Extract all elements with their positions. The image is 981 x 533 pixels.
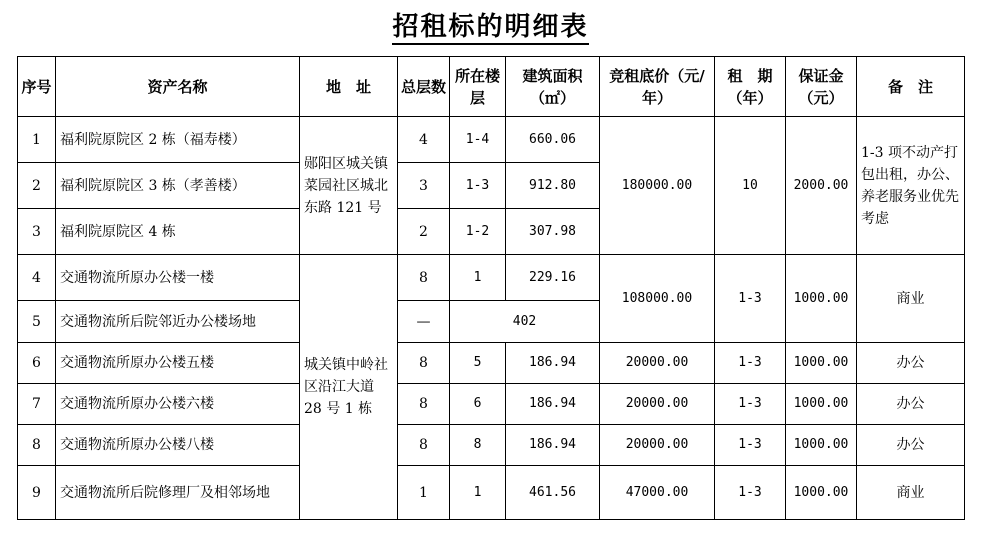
- cell-area: 660.06: [506, 117, 600, 163]
- header-deposit: 保证金（元）: [786, 57, 857, 117]
- cell-floor: 1-4: [450, 117, 506, 163]
- cell-name: 福利院原院区 2 栋（福寿楼）: [56, 117, 300, 163]
- cell-remark: 商业: [857, 255, 965, 343]
- header-floor: 所在楼层: [450, 57, 506, 117]
- cell-term: 1-3: [715, 466, 786, 520]
- header-row: [18, 57, 965, 117]
- cell-remark: 办公: [857, 425, 965, 466]
- header-area: 建筑面积（㎡）: [506, 57, 600, 117]
- cell-name: 福利院原院区 4 栋: [56, 209, 300, 255]
- cell-floor: 1-3: [450, 163, 506, 209]
- cell-name: 交通物流所原办公楼八楼: [56, 425, 300, 466]
- cell-total-floors: 4: [398, 117, 450, 163]
- cell-name: 交通物流所原办公楼一楼: [56, 255, 300, 301]
- cell-area: 186.94: [506, 425, 600, 466]
- cell-price: 20000.00: [600, 425, 715, 466]
- cell-total-floors: 2: [398, 209, 450, 255]
- cell-total-floors: 8: [398, 384, 450, 425]
- header-total-floors: 总层数: [398, 57, 450, 117]
- cell-term: 1-3: [715, 343, 786, 384]
- cell-name: 交通物流所后院修理厂及相邻场地: [56, 466, 300, 520]
- cell-price: 20000.00: [600, 384, 715, 425]
- cell-total-floors: 1: [398, 466, 450, 520]
- cell-area: 307.98: [506, 209, 600, 255]
- cell-floor: 6: [450, 384, 506, 425]
- table-row: [18, 384, 965, 425]
- table-row: [18, 343, 965, 384]
- header-remark: 备 注: [857, 57, 965, 117]
- cell-seq: 3: [18, 209, 56, 255]
- cell-name: 交通物流所后院邻近办公楼场地: [56, 301, 300, 343]
- cell-area: 461.56: [506, 466, 600, 520]
- cell-total-floors: 3: [398, 163, 450, 209]
- cell-area: 229.16: [506, 255, 600, 301]
- rental-table: [17, 56, 965, 520]
- cell-seq: 4: [18, 255, 56, 301]
- cell-floor: 1: [450, 255, 506, 301]
- cell-deposit: 1000.00: [786, 255, 857, 343]
- cell-term: 1-3: [715, 425, 786, 466]
- cell-floor: 5: [450, 343, 506, 384]
- cell-deposit: 1000.00: [786, 384, 857, 425]
- header-seq: 序号: [18, 57, 56, 117]
- cell-area: 186.94: [506, 343, 600, 384]
- cell-address: 郧阳区城关镇菜园社区城北东路 121 号: [300, 117, 398, 255]
- cell-seq: 2: [18, 163, 56, 209]
- cell-area: 402: [450, 301, 600, 343]
- cell-area: 912.80: [506, 163, 600, 209]
- cell-seq: 6: [18, 343, 56, 384]
- cell-seq: 5: [18, 301, 56, 343]
- cell-floor: 1: [450, 466, 506, 520]
- cell-deposit: 1000.00: [786, 425, 857, 466]
- header-term: 租 期（年）: [715, 57, 786, 117]
- cell-total-floors: 8: [398, 255, 450, 301]
- cell-term: 1-3: [715, 255, 786, 343]
- cell-remark: 商业: [857, 466, 965, 520]
- cell-term: 10: [715, 117, 786, 255]
- header-name: 资产名称: [56, 57, 300, 117]
- header-address: 地 址: [300, 57, 398, 117]
- cell-price: 180000.00: [600, 117, 715, 255]
- page-title: 招租标的明细表: [0, 6, 981, 43]
- cell-term: 1-3: [715, 384, 786, 425]
- header-price: 竞租底价（元/年）: [600, 57, 715, 117]
- cell-deposit: 1000.00: [786, 343, 857, 384]
- cell-address: 城关镇中岭社区沿江大道 28 号 1 栋: [300, 255, 398, 520]
- cell-floor: 8: [450, 425, 506, 466]
- cell-remark: 办公: [857, 384, 965, 425]
- cell-deposit: 2000.00: [786, 117, 857, 255]
- cell-total-floors: 8: [398, 425, 450, 466]
- cell-name: 交通物流所原办公楼六楼: [56, 384, 300, 425]
- cell-seq: 7: [18, 384, 56, 425]
- cell-area: 186.94: [506, 384, 600, 425]
- table-row: [18, 117, 965, 163]
- table-row: [18, 466, 965, 520]
- cell-floor: 1-2: [450, 209, 506, 255]
- cell-price: 20000.00: [600, 343, 715, 384]
- cell-remark: 1-3 项不动产打包出租，办公、养老服务业优先考虑: [857, 117, 965, 255]
- cell-total-floors: —: [398, 301, 450, 343]
- cell-total-floors: 8: [398, 343, 450, 384]
- cell-deposit: 1000.00: [786, 466, 857, 520]
- cell-price: 108000.00: [600, 255, 715, 343]
- cell-seq: 8: [18, 425, 56, 466]
- cell-seq: 9: [18, 466, 56, 520]
- cell-seq: 1: [18, 117, 56, 163]
- cell-name: 福利院原院区 3 栋（孝善楼）: [56, 163, 300, 209]
- table-row: [18, 255, 965, 301]
- cell-price: 47000.00: [600, 466, 715, 520]
- table-row: [18, 425, 965, 466]
- cell-remark: 办公: [857, 343, 965, 384]
- cell-name: 交通物流所原办公楼五楼: [56, 343, 300, 384]
